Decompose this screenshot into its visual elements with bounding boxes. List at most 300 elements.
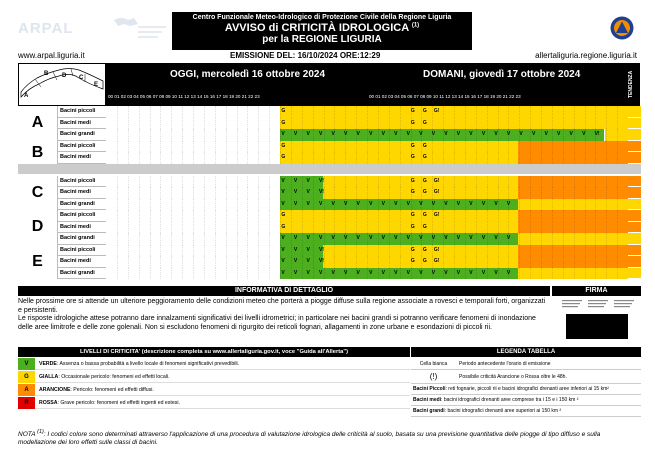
hour-gridline — [139, 199, 140, 211]
hour-gridline — [498, 210, 499, 222]
basin-label: Bacini medi — [58, 222, 106, 234]
hour-gridline — [356, 118, 357, 130]
hour-gridline — [139, 141, 140, 153]
trend-cell — [628, 176, 641, 188]
hour-gridline — [204, 176, 205, 188]
hour-gridline — [574, 199, 575, 211]
hour-gridline — [606, 176, 607, 188]
hour-gridline — [552, 118, 553, 130]
hour-gridline — [595, 118, 596, 130]
hour-gridline — [117, 118, 118, 130]
hour-gridline — [574, 233, 575, 245]
hour-gridline — [487, 176, 488, 188]
level-code-mark: V — [444, 131, 448, 137]
hour-gridline — [193, 176, 194, 188]
hour-gridline — [400, 141, 401, 153]
hour-gridline — [345, 222, 346, 234]
timeline-bar — [106, 152, 628, 164]
level-code-mark: V — [369, 131, 373, 137]
hour-gridline — [487, 256, 488, 268]
timeline-bar — [106, 256, 628, 268]
hour-gridline — [552, 176, 553, 188]
hour-gridline — [226, 152, 227, 164]
hour-gridline — [454, 222, 455, 234]
hour-gridline — [617, 106, 618, 118]
hour-gridline — [574, 118, 575, 130]
hour-gridline — [171, 141, 172, 153]
trend-cell — [628, 268, 641, 280]
hour-gridline — [454, 210, 455, 222]
level-code-mark: G! — [433, 212, 440, 218]
basin-label: Bacini grandi — [58, 268, 106, 280]
hour-gridline — [378, 256, 379, 268]
level-code-mark: V — [344, 235, 348, 241]
hour-gridline — [389, 176, 390, 188]
hour-gridline — [204, 233, 205, 245]
hour-gridline — [400, 256, 401, 268]
hour-gridline — [606, 152, 607, 164]
hour-gridline — [617, 129, 618, 141]
hour-gridline — [498, 245, 499, 257]
hour-gridline — [150, 199, 151, 211]
hour-gridline — [204, 106, 205, 118]
hour-gridline — [269, 222, 270, 234]
hour-gridline — [324, 106, 325, 118]
signature-header: FIRMA — [550, 286, 641, 296]
level-description: ARANCIONE: Pericolo: fenomeni ed effetti diffusi. — [39, 387, 154, 393]
level-code-mark: V — [281, 189, 285, 195]
level-code-mark: V — [506, 131, 511, 137]
allerta-link[interactable]: allertaliguria.regione.liguria.it — [535, 51, 637, 60]
hour-gridline — [487, 141, 488, 153]
hour-gridline — [617, 210, 618, 222]
zone-letter: A — [18, 106, 58, 141]
level-code-mark: V — [281, 131, 285, 137]
level-code-mark: G — [422, 212, 427, 218]
hour-gridline — [585, 210, 586, 222]
level-code-mark: V — [469, 269, 473, 276]
hour-gridline — [171, 210, 172, 222]
hour-gridline — [139, 222, 140, 234]
level-swatch: V — [18, 358, 35, 370]
hour-gridline — [345, 256, 346, 268]
hour-gridline — [487, 152, 488, 164]
hour-gridline — [204, 152, 205, 164]
hour-gridline — [139, 256, 140, 268]
hour-gridline — [378, 245, 379, 257]
hour-gridline — [508, 118, 509, 130]
hour-gridline — [519, 222, 520, 234]
hour-gridline — [367, 199, 368, 211]
hour-gridline — [302, 106, 303, 118]
hour-gridline — [541, 222, 542, 234]
hour-gridline — [530, 118, 531, 130]
map-letter-e: E — [94, 82, 99, 88]
hour-gridline — [454, 245, 455, 257]
hour-gridline — [313, 152, 314, 164]
hour-gridline — [530, 141, 531, 153]
hour-gridline — [498, 152, 499, 164]
hour-gridline — [237, 199, 238, 211]
hours-tomorrow: 00 01 02 03 04 05 06 07 08 09 10 11 12 13 14 15 16 17 18 19 20 21 22 23 — [369, 94, 521, 99]
hour-gridline — [215, 176, 216, 188]
level-code-mark: V — [306, 131, 310, 137]
level-code-mark: G — [422, 177, 427, 184]
hour-gridline — [345, 187, 346, 199]
hour-gridline — [367, 141, 368, 153]
arpal-link[interactable]: www.arpal.liguria.it — [18, 51, 85, 60]
hour-gridline — [595, 256, 596, 268]
level-code-mark: V — [318, 235, 323, 241]
hour-gridline — [117, 129, 118, 141]
hour-gridline — [160, 256, 161, 268]
legend-excl-desc: Possibile criticità Arancione o Rossa oltre le 48h. — [459, 374, 567, 380]
hour-gridline — [400, 118, 401, 130]
hour-gridline — [476, 152, 477, 164]
hour-gridline — [508, 210, 509, 222]
hour-gridline — [204, 187, 205, 199]
hour-gridline — [117, 233, 118, 245]
hour-gridline — [617, 152, 618, 164]
hour-gridline — [171, 106, 172, 118]
hour-gridline — [476, 187, 477, 199]
hour-gridline — [117, 268, 118, 280]
hour-gridline — [465, 222, 466, 234]
hour-gridline — [150, 233, 151, 245]
level-code-mark: V — [569, 131, 573, 137]
hour-gridline — [585, 256, 586, 268]
hour-gridline — [454, 187, 455, 199]
hour-gridline — [465, 187, 466, 199]
hour-gridline — [519, 268, 520, 280]
hour-gridline — [530, 106, 531, 118]
zone-letter: B — [18, 141, 58, 164]
level-code-mark: V! — [594, 131, 600, 137]
level-code-mark: V — [444, 235, 448, 241]
hour-gridline — [269, 210, 270, 222]
level-code-mark: V — [369, 269, 373, 276]
hour-gridline — [585, 141, 586, 153]
hour-gridline — [574, 268, 575, 280]
hour-gridline — [606, 187, 607, 199]
document-title: AVVISO di CRITICITÀ IDROLOGICA $^{(1)}$ — [224, 22, 420, 34]
hour-gridline — [356, 187, 357, 199]
hour-gridline — [345, 118, 346, 130]
hour-gridline — [247, 245, 248, 257]
level-code-mark: V — [318, 131, 323, 137]
timeline-bar — [106, 245, 628, 257]
hour-gridline — [215, 222, 216, 234]
hour-gridline — [226, 256, 227, 268]
hour-gridline — [508, 141, 509, 153]
legend-excl-key: (!) — [429, 372, 438, 381]
hour-gridline — [182, 141, 183, 153]
hour-gridline — [334, 141, 335, 153]
basin-label: Bacini grandi — [58, 129, 106, 141]
map-letter-b: B — [44, 71, 49, 77]
hour-gridline — [378, 176, 379, 188]
hour-gridline — [139, 187, 140, 199]
hour-gridline — [139, 129, 140, 141]
hour-gridline — [237, 129, 238, 141]
hour-gridline — [487, 245, 488, 257]
level-code-mark: V — [431, 235, 436, 241]
hour-gridline — [258, 187, 259, 199]
hour-gridline — [258, 118, 259, 130]
hour-gridline — [389, 141, 390, 153]
hour-gridline — [258, 129, 259, 141]
level-code-mark: V — [381, 131, 385, 137]
hour-gridline — [128, 268, 129, 280]
hour-gridline — [171, 199, 172, 211]
hour-gridline — [552, 187, 553, 199]
hour-gridline — [204, 118, 205, 130]
hour-gridline — [585, 268, 586, 280]
timeline-bar — [106, 118, 628, 130]
hour-gridline — [182, 106, 183, 118]
hour-gridline — [226, 129, 227, 141]
basin-label: Bacini medi — [58, 152, 106, 164]
signature-stamp — [560, 299, 638, 311]
hour-gridline — [465, 118, 466, 130]
level-code-mark: V — [293, 177, 298, 184]
legend-small-key: Bacini Piccoli — [413, 386, 446, 392]
level-code-mark: V — [481, 269, 486, 276]
level-code-mark: V — [281, 200, 285, 207]
hour-gridline — [182, 210, 183, 222]
level-code-mark: V — [431, 269, 436, 276]
hour-gridline — [139, 176, 140, 188]
level-code-mark: V — [281, 269, 285, 276]
hour-gridline — [215, 141, 216, 153]
hour-gridline — [595, 187, 596, 199]
hour-gridline — [258, 106, 259, 118]
level-code-mark: V — [331, 200, 335, 207]
level-code-mark: V — [293, 235, 298, 241]
hour-gridline — [171, 118, 172, 130]
hour-gridline — [128, 176, 129, 188]
hour-gridline — [150, 118, 151, 130]
hour-gridline — [574, 141, 575, 153]
hour-gridline — [334, 176, 335, 188]
hour-gridline — [541, 118, 542, 130]
level-code-mark: G — [410, 223, 415, 230]
hour-gridline — [617, 176, 618, 188]
hour-gridline — [204, 245, 205, 257]
hour-gridline — [215, 118, 216, 130]
hour-gridline — [378, 152, 379, 164]
hour-gridline — [574, 210, 575, 222]
hour-gridline — [117, 256, 118, 268]
hour-gridline — [367, 233, 368, 245]
level-code-mark: G — [281, 154, 286, 160]
hour-gridline — [454, 176, 455, 188]
basin-label: Bacini medi — [58, 187, 106, 199]
level-code-mark: V! — [318, 258, 324, 264]
level-code-mark: V — [544, 131, 548, 137]
hour-gridline — [334, 118, 335, 130]
hour-gridline — [585, 233, 586, 245]
signature-box — [566, 314, 628, 339]
level-code-mark: G — [410, 142, 415, 149]
hour-gridline — [226, 245, 227, 257]
hour-gridline — [302, 222, 303, 234]
level-code-mark: V — [344, 200, 348, 207]
hour-gridline — [541, 245, 542, 257]
hour-gridline — [150, 222, 151, 234]
level-description: GIALLA: Occasionale pericolo: fenomeni ed effetti locali. — [39, 374, 170, 380]
hour-gridline — [378, 187, 379, 199]
level-code-mark: V — [419, 235, 423, 241]
level-code-mark: G — [422, 154, 427, 160]
basin-label: Bacini piccoli — [58, 141, 106, 153]
hour-gridline — [182, 233, 183, 245]
hour-gridline — [150, 141, 151, 153]
legend-header: LEGENDA TABELLA — [411, 347, 641, 357]
level-code-mark: V — [394, 235, 398, 241]
hour-gridline — [367, 245, 368, 257]
hour-gridline — [476, 210, 477, 222]
hour-gridline — [498, 141, 499, 153]
level-code-mark: V — [281, 235, 285, 241]
hour-gridline — [585, 187, 586, 199]
hour-gridline — [128, 141, 129, 153]
hour-gridline — [269, 152, 270, 164]
level-code-mark: V — [293, 131, 298, 137]
level-code-mark: G — [410, 212, 415, 218]
hour-gridline — [519, 245, 520, 257]
hour-gridline — [182, 256, 183, 268]
hour-gridline — [334, 106, 335, 118]
hour-gridline — [215, 210, 216, 222]
timeline-bar — [106, 106, 628, 118]
hour-gridline — [150, 245, 151, 257]
hour-gridline — [563, 106, 564, 118]
hour-gridline — [139, 118, 140, 130]
hour-gridline — [204, 222, 205, 234]
hour-gridline — [606, 106, 607, 118]
hour-gridline — [117, 210, 118, 222]
hour-gridline — [345, 152, 346, 164]
hour-gridline — [139, 268, 140, 280]
hour-gridline — [345, 176, 346, 188]
level-swatch: R — [18, 397, 35, 409]
hour-gridline — [476, 256, 477, 268]
hour-gridline — [389, 152, 390, 164]
hour-gridline — [530, 199, 531, 211]
protezione-civile-logo — [610, 16, 634, 40]
level-code-mark: V — [356, 200, 360, 207]
level-code-mark: G! — [433, 189, 440, 195]
level-code-mark: V — [494, 235, 498, 241]
trend-cell — [628, 222, 641, 234]
hour-gridline — [204, 210, 205, 222]
hour-gridline — [258, 152, 259, 164]
level-code-mark: V — [306, 189, 310, 195]
hour-gridline — [443, 152, 444, 164]
hour-gridline — [139, 106, 140, 118]
hour-gridline — [465, 141, 466, 153]
hour-gridline — [128, 187, 129, 199]
hour-gridline — [508, 245, 509, 257]
level-code-mark: V — [306, 235, 310, 241]
hour-gridline — [367, 268, 368, 280]
hour-gridline — [150, 187, 151, 199]
hour-gridline — [204, 141, 205, 153]
hour-gridline — [400, 106, 401, 118]
level-code-mark: V — [318, 269, 323, 276]
level-code-mark: G — [410, 258, 415, 264]
level-code-mark: V — [456, 200, 461, 207]
level-code-mark: V — [481, 200, 486, 207]
hour-gridline — [367, 118, 368, 130]
level-code-mark: V — [281, 177, 285, 184]
hour-gridline — [563, 176, 564, 188]
map-letter-d: D — [62, 73, 67, 79]
hour-gridline — [541, 106, 542, 118]
document-subtitle: per la REGIONE LIGURIA — [262, 34, 382, 45]
level-row-gialla — [18, 371, 410, 383]
hour-gridline — [367, 222, 368, 234]
hour-gridline — [519, 176, 520, 188]
level-code-mark: V — [469, 131, 473, 137]
hour-gridline — [585, 106, 586, 118]
hour-gridline — [128, 233, 129, 245]
level-code-mark: V — [293, 269, 298, 276]
legend-white-desc: Periodo antecedente l'orario di emissione — [459, 361, 551, 367]
hour-gridline — [454, 141, 455, 153]
hour-gridline — [552, 199, 553, 211]
hour-gridline — [606, 256, 607, 268]
hour-gridline — [356, 141, 357, 153]
hour-gridline — [215, 245, 216, 257]
hour-gridline — [563, 118, 564, 130]
trend-column-header: TENDENZA — [628, 63, 641, 106]
hour-gridline — [356, 245, 357, 257]
hour-gridline — [563, 152, 564, 164]
hour-gridline — [237, 152, 238, 164]
hour-gridline — [258, 256, 259, 268]
hour-gridline — [128, 152, 129, 164]
hour-gridline — [182, 118, 183, 130]
hour-gridline — [324, 141, 325, 153]
hour-gridline — [117, 106, 118, 118]
hour-gridline — [171, 233, 172, 245]
hour-gridline — [324, 118, 325, 130]
hour-gridline — [171, 152, 172, 164]
hour-gridline — [117, 152, 118, 164]
hour-gridline — [150, 106, 151, 118]
hour-gridline — [400, 245, 401, 257]
today-label: OGGI, mercoledì 16 ottobre 2024 — [170, 69, 326, 80]
hour-gridline — [128, 210, 129, 222]
level-code-mark: V — [306, 258, 310, 264]
level-code-mark: V — [306, 200, 310, 207]
hour-gridline — [606, 233, 607, 245]
hour-gridline — [258, 199, 259, 211]
level-row-verde — [18, 358, 410, 370]
hour-gridline — [160, 268, 161, 280]
hour-gridline — [182, 245, 183, 257]
hour-gridline — [552, 245, 553, 257]
hour-gridline — [193, 222, 194, 234]
trend-cell — [628, 152, 641, 164]
hour-gridline — [617, 199, 618, 211]
hour-gridline — [302, 210, 303, 222]
hour-gridline — [334, 245, 335, 257]
hour-gridline — [139, 152, 140, 164]
hour-gridline — [563, 245, 564, 257]
